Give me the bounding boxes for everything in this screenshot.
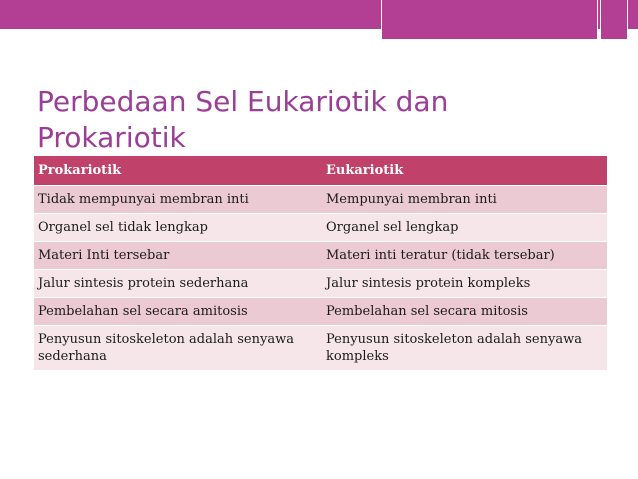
table-cell: Mempunyai membran inti	[322, 186, 607, 214]
decorative-corner-box	[381, 0, 598, 40]
table-row	[34, 326, 607, 371]
table-cell: Materi inti teratur (tidak tersebar)	[322, 242, 607, 270]
table-row	[34, 298, 607, 326]
comparison-table-container	[34, 156, 607, 371]
table-cell: Pembelahan sel secara mitosis	[322, 298, 607, 326]
decorative-corner-box-small	[600, 0, 628, 40]
table-row	[34, 214, 607, 242]
table-row	[34, 186, 607, 214]
table-cell: Penyusun sitoskeleton adalah senyawa kompleks	[322, 326, 607, 371]
table-cell: Penyusun sitoskeleton adalah senyawa sederhana	[34, 326, 322, 371]
slide-title: Perbedaan Sel Eukariotik dan Prokariotik	[37, 85, 449, 154]
table-cell: Jalur sintesis protein kompleks	[322, 270, 607, 298]
header-prokariotik: Prokariotik	[34, 156, 322, 186]
header-eukariotik: Eukariotik	[322, 156, 607, 186]
table-cell: Organel sel lengkap	[322, 214, 607, 242]
table-cell: Pembelahan sel secara amitosis	[34, 298, 322, 326]
table-cell: Organel sel tidak lengkap	[34, 214, 322, 242]
table-cell: Tidak mempunyai membran inti	[34, 186, 322, 214]
table-cell: Jalur sintesis protein sederhana	[34, 270, 322, 298]
comparison-table	[34, 156, 607, 371]
table-header-row	[34, 156, 607, 186]
table-cell: Materi Inti tersebar	[34, 242, 322, 270]
table-row	[34, 270, 607, 298]
table-row	[34, 242, 607, 270]
